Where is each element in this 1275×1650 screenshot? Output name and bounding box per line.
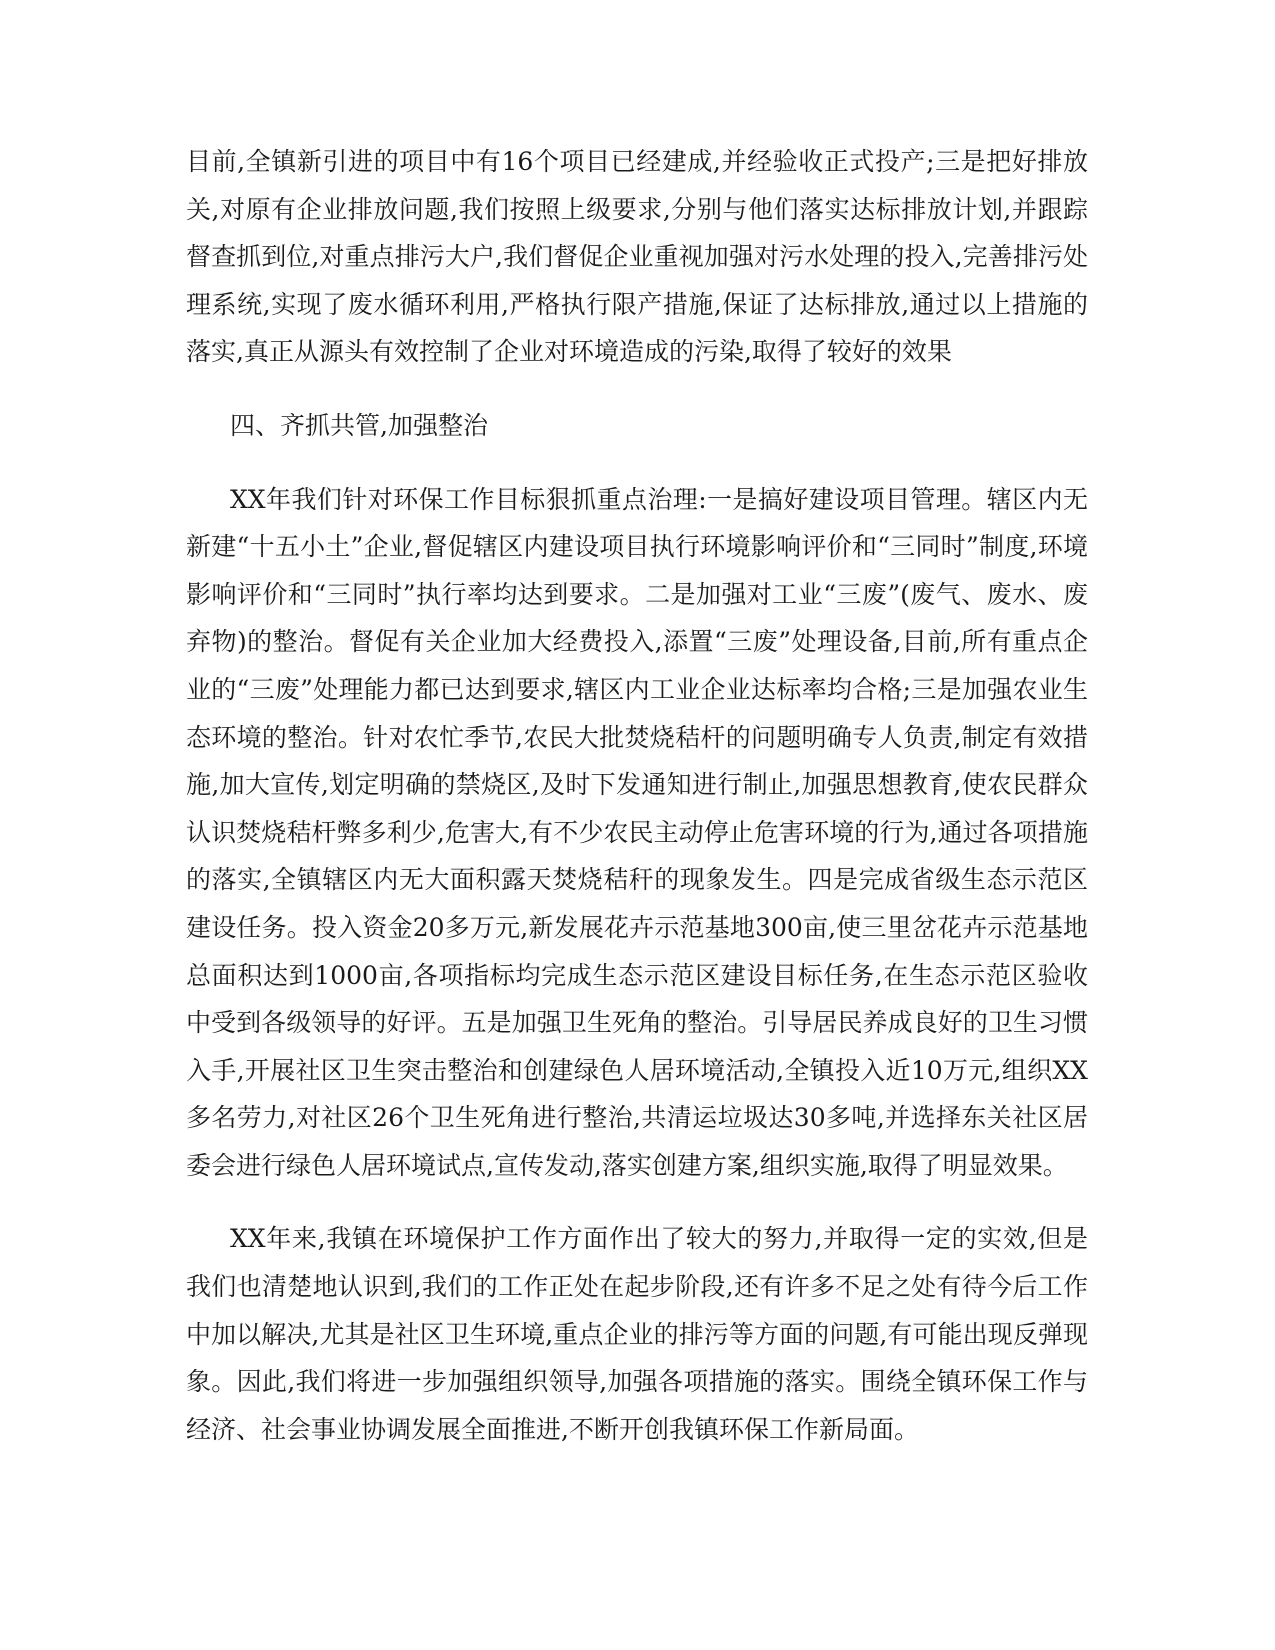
section-heading-four: 四、齐抓共管,加强整治	[230, 410, 488, 440]
paragraph-key-governance: XX年我们针对环保工作目标狠抓重点治理:一是搞好建设项目管理。辖区内无新建“十五小土”企业,督促辖区内建设项目执行环境影响评价和“三同时”制度,环境影响评价和“三同时”执行率均达到要求。二是加强对工业“三废”(废气、废水、废弃物)的整治。督促有关企业加大经费投入,添置“三废”处理设备,目前,所有重点企业的“三废”处理能力都已达到要求,辖区内工业企业达标率均合格;三是加强农业生态环境的整治。针对农忙季节,农民大批焚烧秸杆的问题明确专人负责,制定有效措施,加大宣传,划定明确的禁烧区,及时下发通知进行制止,加强思想教育,使农民群众认识焚烧秸杆弊多利少,危害大,有不少农民主动停止危害环境的行为,通过各项措施的落实,全镇辖区内无大面积露天焚烧秸秆的现象发生。四是完成省级生态示范区建设任务。投入资金20多万元,新发展花卉示范基地300亩,使三里岔花卉示范基地总面积达到1000亩,各项指标均完成生态示范区建设目标任务,在生态示范区验收中受到各级领导的好评。五是加强卫生死角的整治。引导居民养成良好的卫生习惯入手,开展社区卫生突击整治和创建绿色人居环境活动,全镇投入近10万元,组织XX多名劳力,对社区26个卫生死角进行整治,共清运垃圾达30多吨,并选择东关社区居委会进行绿色人居环境试点,宣传发动,落实创建方案,组织实施,取得了明显效果。	[186, 484, 1088, 1180]
paragraph-pollution-control: 目前,全镇新引进的项目中有16个项目已经建成,并经验收正式投产;三是把好排放关,对原有企业排放问题,我们按照上级要求,分别与他们落实达标排放计划,并跟踪督查抓到位,对重点排污大户,我们督促企业重视加强对污水处理的投入,完善排污处理系统,实现了废水循环利用,严格执行限产措施,保证了达标排放,通过以上措施的落实,真正从源头有效控制了企业对环境造成的污染,取得了较好的效果	[186, 147, 1088, 367]
paragraph-summary: XX年来,我镇在环境保护工作方面作出了较大的努力,并取得一定的实效,但是我们也清楚地认识到,我们的工作正处在起步阶段,还有许多不足之处有待今后工作中加以解决,尤其是社区卫生环境,重点企业的排污等方面的问题,有可能出现反弹现象。因此,我们将进一步加强组织领导,加强各项措施的落实。围绕全镇环保工作与经济、社会事业协调发展全面推进,不断开创我镇环保工作新局面。	[186, 1224, 1088, 1444]
document-body	[186, 138, 1088, 1479]
